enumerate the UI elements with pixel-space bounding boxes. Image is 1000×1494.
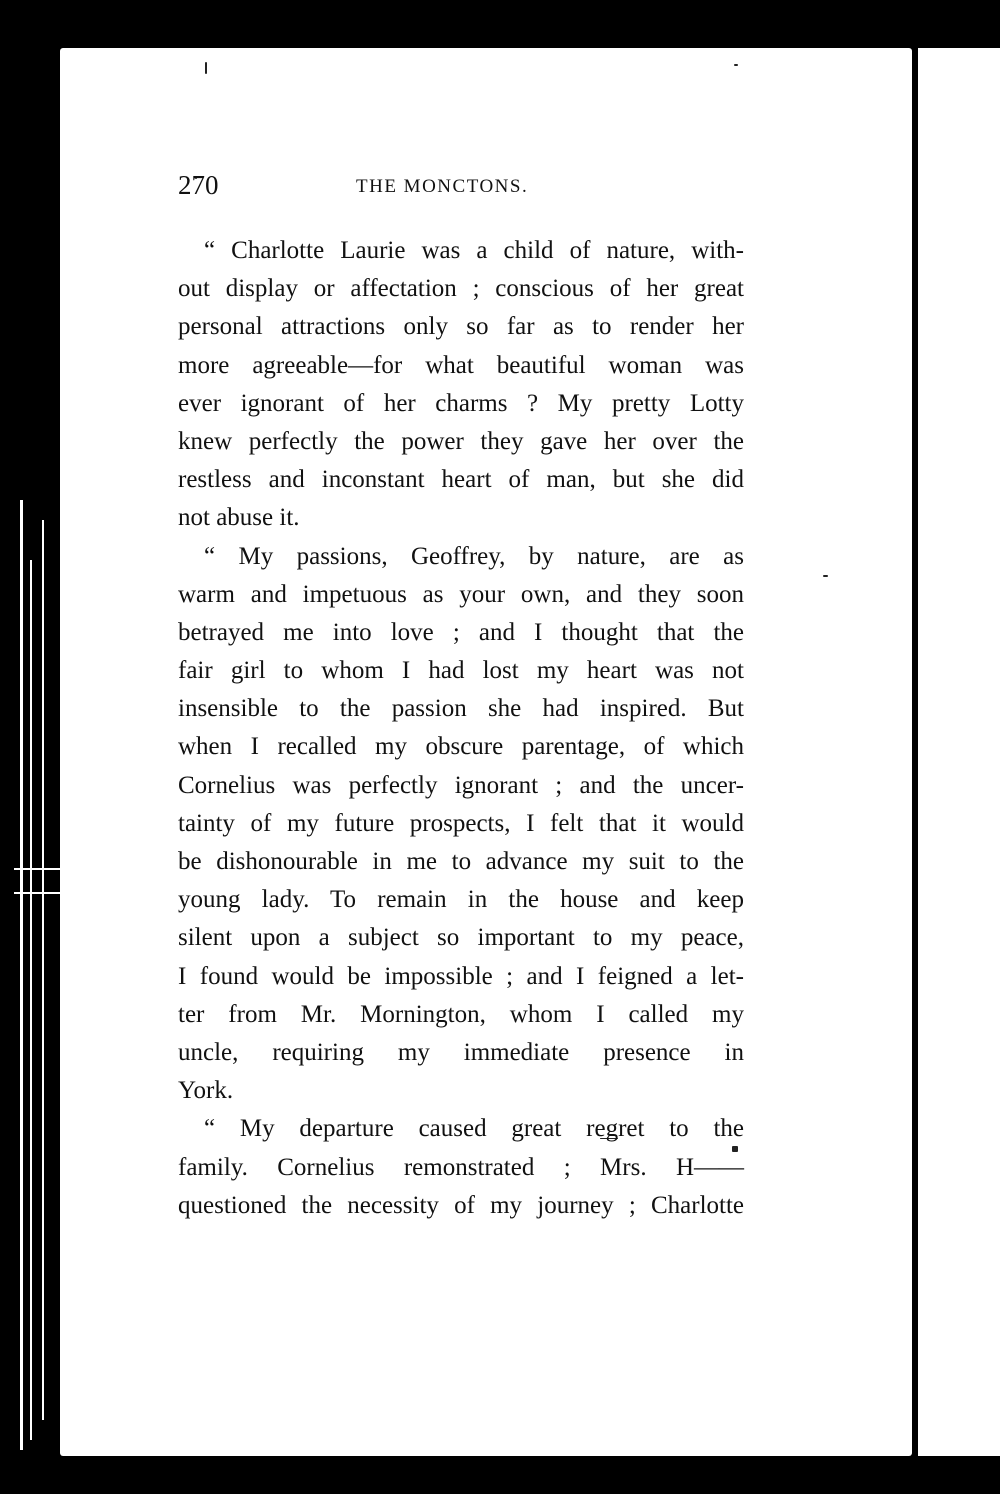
page-header (178, 170, 738, 210)
text-line: fair girl to whom I had lost my heart was not (178, 657, 744, 685)
text-line: ter from Mr. Mornington, whom I called my (178, 1000, 744, 1028)
text-line: “ My passions, Geoffrey, by nature, are as (204, 542, 744, 570)
text-line: insensible to the passion she had inspired. But (178, 695, 744, 723)
text-line: when I recalled my obscure parentage, of which (178, 733, 744, 761)
adjacent-page-edge (918, 48, 1000, 1456)
text-line: silent upon a subject so important to my peace, (178, 924, 744, 952)
text-line: uncle, requiring my immediate presence in (178, 1038, 744, 1066)
text-line: I found would be impossible ; and I feigned a let- (178, 962, 744, 990)
text-line: “ Charlotte Laurie was a child of nature, with- (204, 237, 744, 264)
text-line: not abuse it. (178, 504, 300, 532)
text-line: family. Cornelius remonstrated ; Mrs. H—— (178, 1153, 744, 1181)
text-line: out display or affectation ; conscious of her great (178, 275, 744, 303)
text-line: knew perfectly the power they gave her over the (178, 427, 744, 455)
text-line: restless and inconstant heart of man, but she did (178, 466, 744, 494)
text-line: be dishonourable in me to advance my suit to the (178, 848, 744, 875)
text-line: more agreeable—for what beautiful woman was (178, 351, 744, 379)
text-line: young lady. To remain in the house and keep (178, 886, 744, 914)
text-line: questioned the necessity of my journey ; Charlotte (178, 1191, 744, 1219)
text-line: “ My departure caused great regret to the (204, 1115, 744, 1143)
binding-edge (14, 500, 64, 1460)
text-line: betrayed me into love ; and I thought that the (178, 618, 744, 646)
text-line: York. (178, 1077, 234, 1105)
text-line: Cornelius was perfectly ignorant ; and the uncer- (178, 771, 744, 799)
body-text (178, 232, 744, 1225)
page-number: 270 (178, 170, 219, 200)
text-line: ever ignorant of her charms ? My pretty Lotty (178, 389, 744, 417)
running-head: THE MONCTONS. (356, 176, 529, 197)
text-line: personal attractions only so far as to render her (178, 313, 744, 341)
text-line: warm and impetuous as your own, and they soon (178, 580, 744, 608)
text-line: tainty of my future prospects, I felt that it would (178, 809, 744, 837)
